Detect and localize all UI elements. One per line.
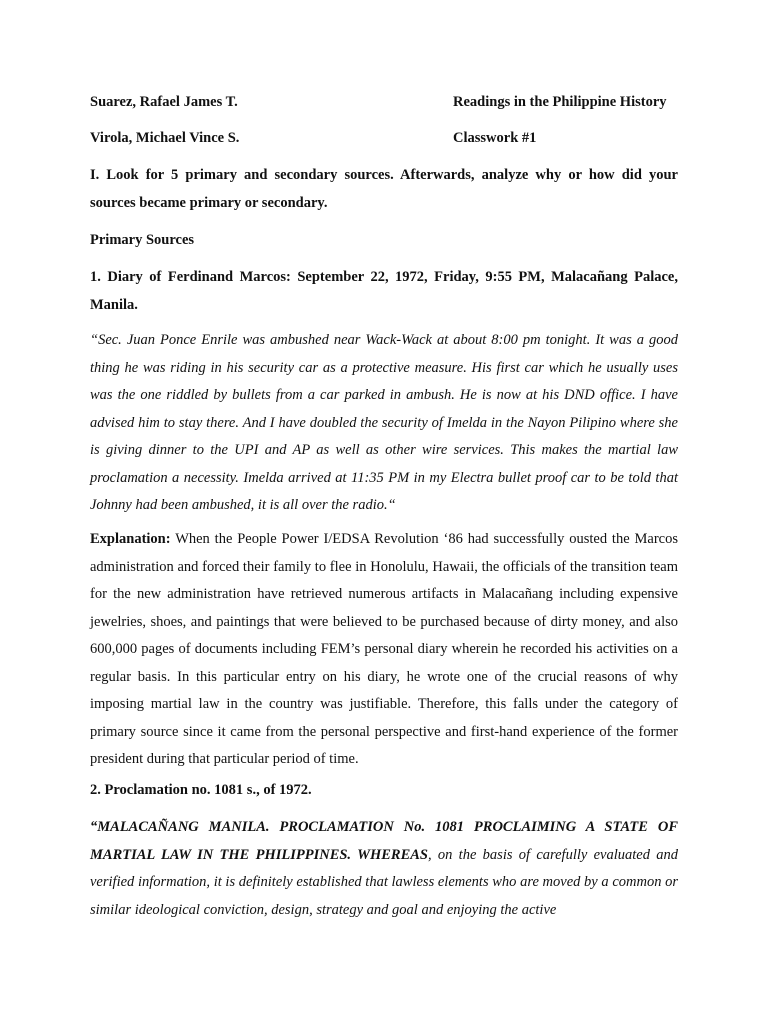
instructions: I. Look for 5 primary and secondary sources. Afterwards, analyze why or how did your sources became primary or secondary. <box>90 167 678 211</box>
source-2-heading: 2. Proclamation no. 1081 s., of 1972. <box>90 782 312 798</box>
proclamation-text: , on the basis of carefully evaluated and verified information, it is definitely established that lawless elements who are moved by a common or similar ideological conviction, design, strategy and goal and enjoying the active <box>90 846 678 918</box>
proclamation-lead: “MALACAÑANG MANILA. PROCLAMATION No. 1081 PROCLAIMING A STATE OF MARTIAL LAW IN THE PHILIPPINES. WHEREAS <box>90 819 678 863</box>
section-heading: Primary Sources <box>90 232 195 248</box>
student-name-2: Virola, Michael Vince S. <box>90 130 240 146</box>
source-1-heading: 1. Diary of Ferdinand Marcos: September 22, 1972, Friday, 9:55 PM, Malacañang Palace, Manila. <box>90 269 678 313</box>
course-title: Readings in the Philippine History <box>453 94 667 110</box>
student-name-1: Suarez, Rafael James T. <box>90 94 238 110</box>
source-1-quote: “Sec. Juan Ponce Enrile was ambushed near Wack-Wack at about 8:00 pm tonight. It was a good thing he was riding in his security car as a protective measure. His first car which he usually uses was the one riddled by bullets from a car parked in ambush. He is now at his DND office. I have advised him to stay there. And I have doubled the security of Imelda in the Nayon Pilipino where she is giving dinner to the UPI and AP as well as other wire services. This makes the martial law proclamation a necessity. Imelda arrived at 11:35 PM in my Electra bullet proof car to be told that Johnny had been ambushed, it is all over the radio.“ <box>90 332 678 513</box>
source-1-explanation <box>90 526 678 774</box>
explanation-label: Explanation: <box>90 531 171 547</box>
activity-title: Classwork #1 <box>453 130 537 146</box>
source-2-quote <box>90 814 678 924</box>
explanation-text: When the People Power I/EDSA Revolution ‘86 had successfully ousted the Marcos administration and forced their family to flee in Honolulu, Hawaii, the officials of the transition team for the new administration have retrieved numerous artifacts in Malacañang including expensive jewelries, shoes, and paintings that were believed to be purchased because of dirty money, and also 600,000 pages of documents including FEM’s personal diary wherein he recorded his activities on a regular basis. In this particular entry on his diary, he wrote one of the crucial reasons of why imposing martial law in the country was justifiable. Therefore, this falls under the category of primary source since it came from the personal perspective and first-hand experience of the former president during that particular period of time. <box>90 531 678 767</box>
